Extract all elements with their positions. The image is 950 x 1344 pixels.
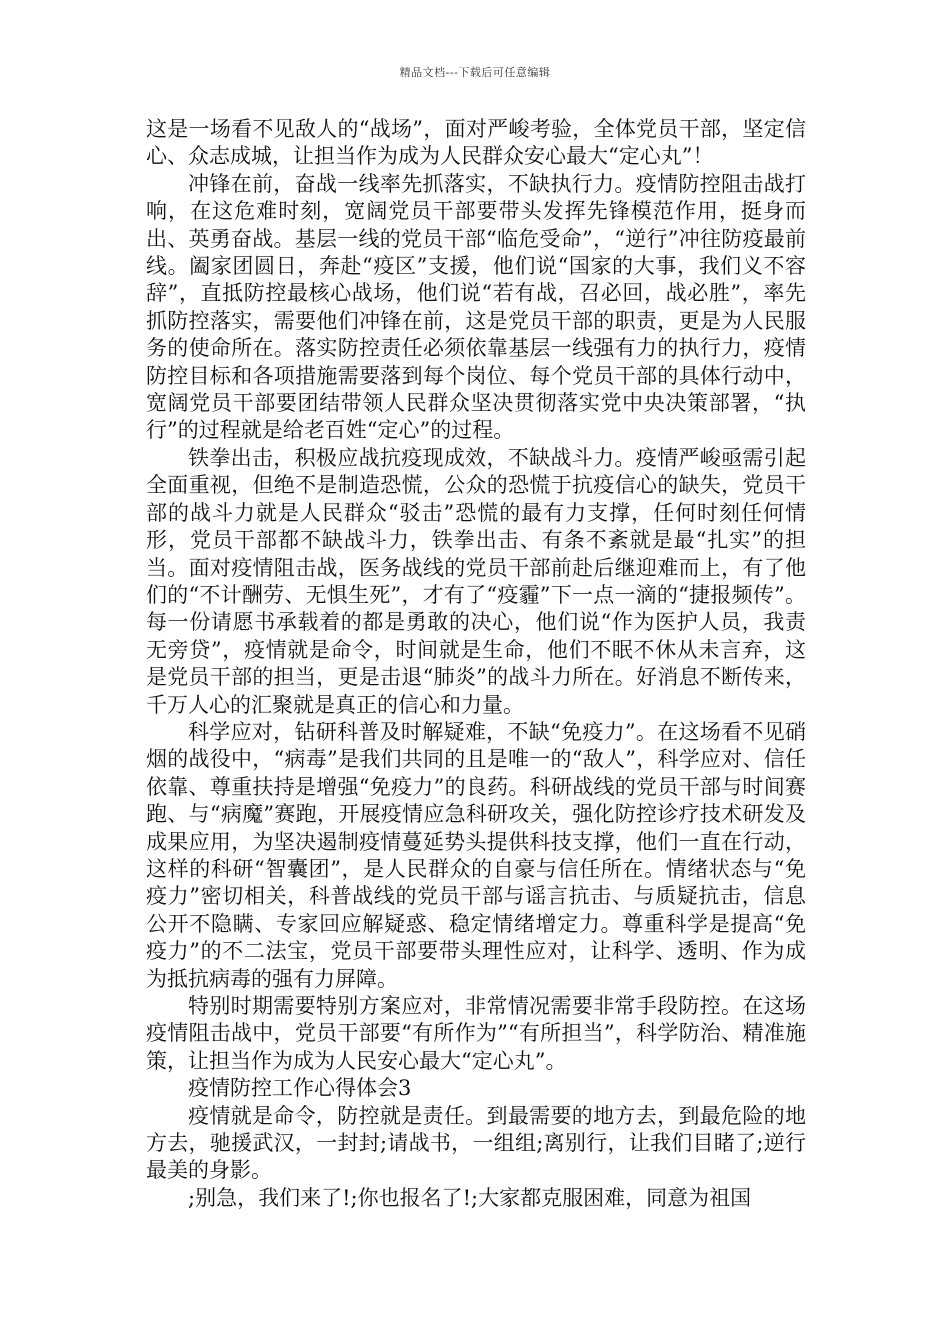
paragraph-combat: 铁拳出击，积极应战抗疫现成效，不缺战斗力。疫情严峻亟需引起全面重视，但绝不是制造恐慌，公众的恐慌于抗疫信心的缺失，党员干部的战斗力就是人民群众“驳击”恐慌的最有力支撑，任何时刻任何情形，党员干部都不缺战斗力，铁拳出击、有条不紊就是最“扎实”的担当。面对疫情阻击战，医务战线的党员干部前赴后继迎难而上，有了他们的“不计酬劳、无惧生死”，才有了“疫霾”下一点一滴的“捷报频传”。每一份请愿书承载着的都是勇敢的决心，他们说“作为医护人员，我责无旁贷”，疫情就是命令，时间就是生命，他们不眠不休从未言弃，这是党员干部的担当，更是击退“肺炎”的战斗力所在。好消息不断传来，千万人心的汇聚就是真正的信心和力量。 xyxy=(146,445,806,717)
paragraph-special-period: 特别时期需要特别方案应对，非常情况需要非常手段防控。在这场疫情阻击战中，党员干部要“有所作为”“有所担当”，科学防治、精准施策，让担当作为成为人民安心最大“定心丸”。 xyxy=(146,994,806,1073)
section-heading: 疫情防控工作心得体会3 xyxy=(188,1076,412,1101)
paragraph-volunteer: ;别急，我们来了!;你也报名了!;大家都克服困难，同意为祖国 xyxy=(188,1185,752,1210)
paragraph-command: 疫情就是命令，防控就是责任。到最需要的地方去，到最危险的地方去，驰援武汉，一封封;请战书，一组组;离别行，让我们目睹了;逆行最美的身影。 xyxy=(146,1103,806,1183)
document-body xyxy=(146,116,806,1212)
paragraph-execution: 冲锋在前，奋战一线率先抓落实，不缺执行力。疫情防控阻击战打响，在这危难时刻，宽阔党员干部要带头发挥先锋模范作用，挺身而出、英勇奋战。基层一线的党员干部“临危受命”，“逆行”冲往防疫最前线。阖家团圆日，奔赴“疫区”支援，他们说“国家的大事，我们义不容辞”，直抵防控最核心战场，他们说“若有战，召必回，战必胜”，率先抓防控落实，需要他们冲锋在前，这是党员干部的职责，更是为人民服务的使命所在。落实防控责任必须依靠基层一线强有力的执行力，疫情防控目标和各项措施需要落到每个岗位、每个党员干部的具体行动中，宽阔党员干部要团结带领人民群众坚决贯彻落实党中央决策部署，“执行”的过程就是给老百姓“定心”的过程。 xyxy=(146,171,806,443)
page-header: 精品文档---下载后可任意编辑 xyxy=(399,66,551,79)
paragraph-intro: 这是一场看不见敌人的“战场”，面对严峻考验，全体党员干部，坚定信心、众志成城，让担当作为成为人民群众安心最大“定心丸”！ xyxy=(146,117,806,169)
paragraph-immunity: 科学应对，钻研科普及时解疑难，不缺“免疫力”。在这场看不见硝烟的战役中，“病毒”是我们共同的且是唯一的“敌人”，科学应对、信任依靠、尊重扶持是增强“免疫力”的良药。科研战线的党员干部与时间赛跑、与“病魔”赛跑，开展疫情应急科研攻关，强化防控诊疗技术研发及成果应用，为坚决遏制疫情蔓延势头提供科技支撑，他们一直在行动，这样的科研“智囊团”，是人民群众的自豪与信任所在。情绪状态与“免疫力”密切相关，科普战线的党员干部与谣言抗击、与质疑抗击，信息公开不隐瞒、专家回应解疑惑、稳定情绪增定力。尊重科学是提高“免疫力”的不二法宝，党员干部要带头理性应对，让科学、透明、作为成为抵抗病毒的强有力屏障。 xyxy=(146,719,806,991)
